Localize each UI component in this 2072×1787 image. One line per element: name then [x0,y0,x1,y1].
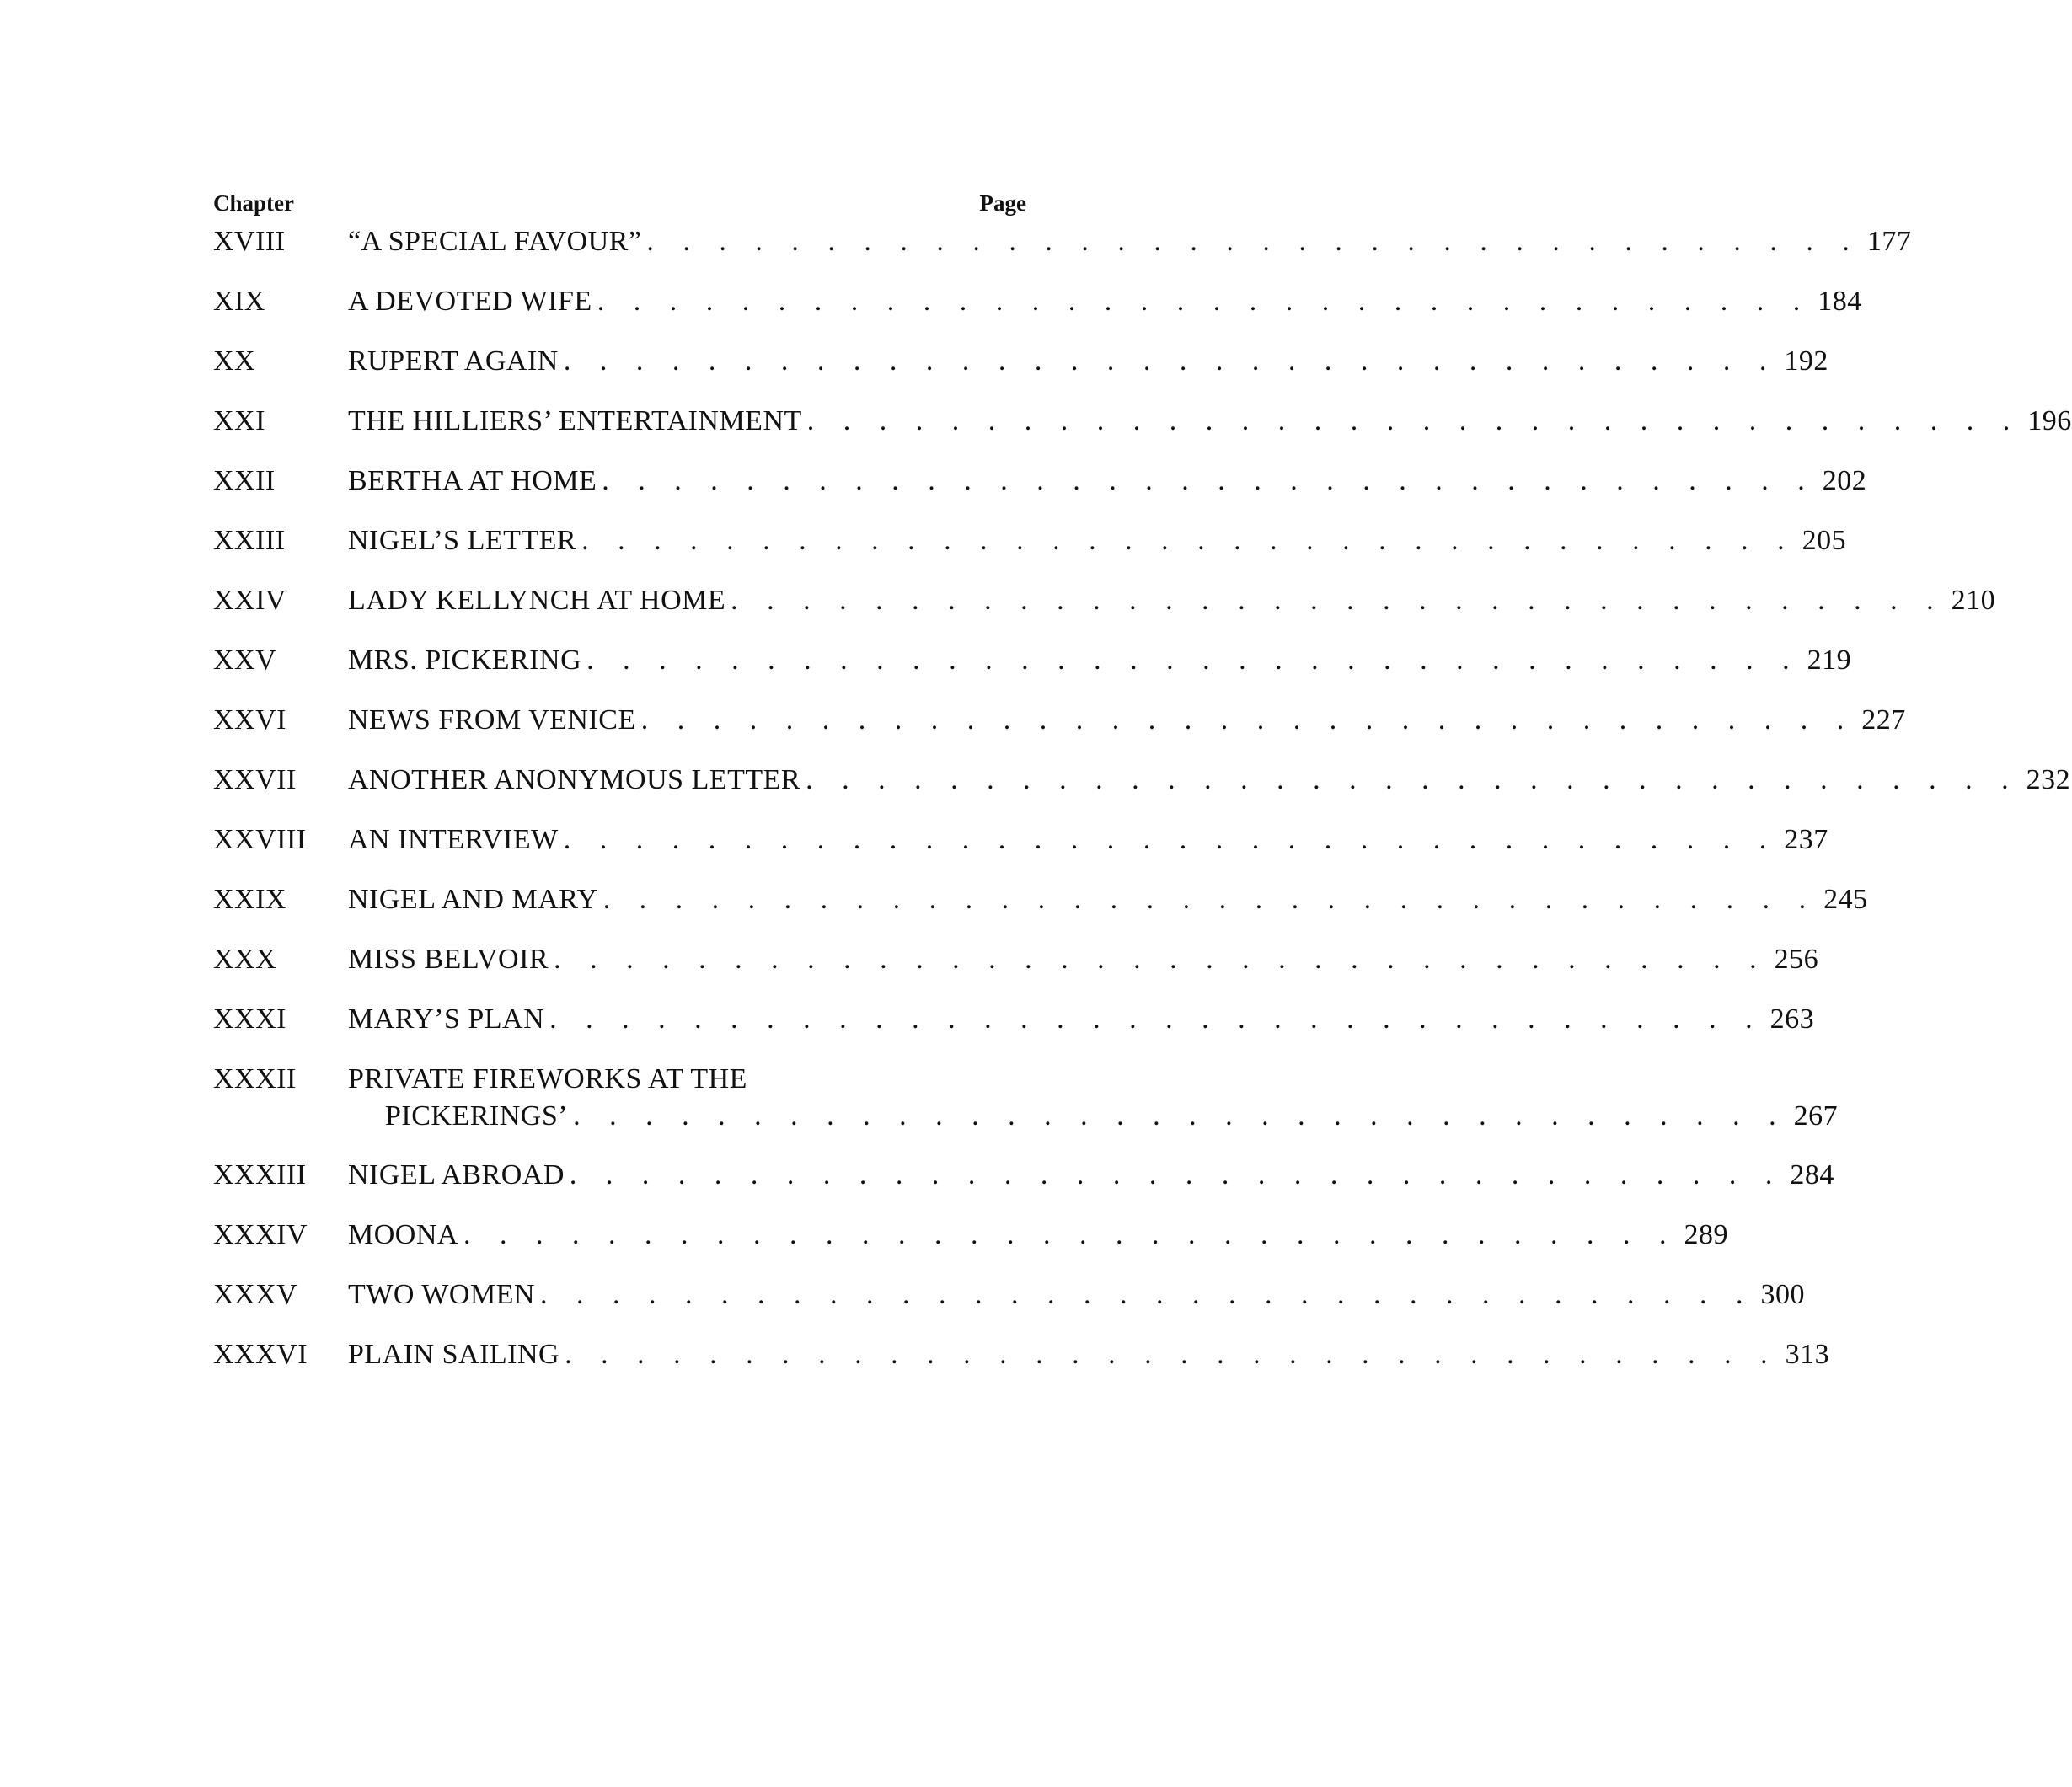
dot-leader: . . . . . . . . . . . . . . . . . . . . . . . . . . . . . . . . . . [569,1159,1784,1190]
chapter-number: XXX [213,944,277,975]
page-number: 219 [1807,645,1852,676]
toc-entry [213,525,1847,586]
page-number: 245 [1823,884,1868,915]
dot-leader: . . . . . . . . . . . . . . . . . . . . . . . . . . . . . . . . . . [563,345,1778,377]
title-line [348,345,1828,377]
page-number: 177 [1866,226,1912,257]
dot-leader: . . . . . . . . . . . . . . . . . . . . . . . . . . . . . . . . . . [806,405,2021,436]
chapter-number: XXVI [213,704,286,736]
dot-leader: . . . . . . . . . . . . . . . . . . . . . . . . . . . . . . . . . . [573,1100,1787,1132]
chapter-title: RUPERT AGAIN [348,345,559,377]
toc-entry [213,345,1828,407]
chapter-number: XXXII [213,1063,297,1094]
title-line [348,1219,1728,1250]
toc-entry [213,1159,1834,1221]
toc-entry [213,824,1828,885]
chapter-number: XXXIII [213,1159,307,1190]
dot-leader: . . . . . . . . . . . . . . . . . . . . . . . . . . . . . . . . . . [540,1279,1754,1310]
dot-leader: . . . . . . . . . . . . . . . . . . . . . . . . . . . . . . . . . . [731,585,1945,616]
chapter-number: XXVII [213,764,297,795]
page-number: 232 [2026,764,2071,795]
chapter-title: NIGEL AND MARY [348,884,598,915]
page-number: 263 [1769,1003,1815,1035]
page-number: 289 [1684,1219,1728,1250]
chapter-title: NEWS FROM VENICE [348,704,636,736]
dot-leader: . . . . . . . . . . . . . . . . . . . . . . . . . . . . . . . . . . [554,944,1768,975]
table-of-contents [213,190,2072,1400]
title-line [348,226,1912,257]
toc-entry [213,645,1852,706]
dot-leader: . . . . . . . . . . . . . . . . . . . . . . . . . . . . . . . . . . [640,704,1855,736]
dot-leader: . . . . . . . . . . . . . . . . . . . . . . . . . . . . . . . . . . [581,525,1796,556]
toc-entry [213,465,1867,527]
chapter-title: MOONA [348,1219,458,1250]
dot-leader: . . . . . . . . . . . . . . . . . . . . . . . . . . . . . . . . . . [463,1219,1678,1250]
chapter-title: PRIVATE FIREWORKS AT THE [348,1063,747,1094]
dot-leader: . . . . . . . . . . . . . . . . . . . . . . . . . . . . . . . . . . [602,884,1818,915]
chapter-number: XXXI [213,1003,286,1035]
title-line [348,884,1868,915]
chapter-number: XXXIV [213,1219,308,1250]
page-number: 205 [1802,525,1847,556]
chapter-number: XXXVI [213,1339,308,1370]
toc-entry [213,1003,1815,1065]
title-line [348,465,1867,496]
chapter-title: ANOTHER ANONYMOUS LETTER [348,764,801,795]
chapter-number: XXVIII [213,824,307,855]
chapter-number: XIX [213,286,265,317]
page-number: 227 [1861,704,1906,736]
toc-entry [213,1279,1805,1340]
chapter-title: TWO WOMEN [348,1279,535,1310]
toc-entry [213,764,2071,826]
toc-entries [213,226,2072,1400]
chapter-title: NIGEL ABROAD [348,1159,565,1190]
page-number: 300 [1760,1279,1805,1310]
toc-entry [213,1219,1728,1281]
chapter-number: XXIX [213,884,286,915]
chapter-number: XXV [213,645,277,676]
dot-leader: . . . . . . . . . . . . . . . . . . . . . . . . . . . . . . . . . . [597,286,1812,317]
toc-entry [213,1339,1830,1400]
dot-leader: . . . . . . . . . . . . . . . . . . . . . . . . . . . . . . . . . . [565,1339,1779,1370]
chapter-title: THE HILLIERS’ ENTERTAINMENT [348,405,802,436]
chapter-column-label: Chapter [213,190,294,216]
title-line [348,286,1862,317]
title-line [348,405,2072,436]
chapter-title: AN INTERVIEW [348,824,559,855]
page-number: 192 [1784,345,1828,377]
chapter-number: XX [213,345,256,377]
chapter-title: “A SPECIAL FAVOUR” [348,226,642,257]
chapter-title: MISS BELVOIR [348,944,549,975]
title-line [348,1339,1830,1370]
chapter-title-continued: PICKERINGS’ [385,1100,569,1132]
chapter-number: XXIII [213,525,286,556]
dot-leader: . . . . . . . . . . . . . . . . . . . . . . . . . . . . . . . . . . [563,824,1778,855]
page-number: 256 [1774,944,1819,975]
chapter-title: MRS. PICKERING [348,645,582,676]
title-line [348,1279,1805,1310]
title-line-continued [385,1100,1839,1132]
title-line [348,525,1847,556]
dot-leader: . . . . . . . . . . . . . . . . . . . . . . . . . . . . . . . . . . [549,1003,1764,1035]
toc-entry [213,1063,1839,1161]
page-number: 313 [1785,1339,1830,1370]
page-number: 196 [2027,405,2072,436]
page-column-label: Page [979,190,1026,216]
dot-leader: . . . . . . . . . . . . . . . . . . . . . . . . . . . . . . . . . . [806,764,2020,795]
chapter-title: NIGEL’S LETTER [348,525,577,556]
dot-leader: . . . . . . . . . . . . . . . . . . . . . . . . . . . . . . . . . . [646,226,1861,257]
chapter-number: XXIV [213,585,286,616]
title-line [348,764,2071,795]
page-number: 284 [1790,1159,1834,1190]
toc-entry [213,405,2072,467]
toc-entry [213,585,1996,646]
toc-entry [213,226,1912,287]
title-line [348,645,1852,676]
title-line [348,944,1819,975]
title-line [348,585,1996,616]
chapter-title: MARY’S PLAN [348,1003,545,1035]
title-line [348,1159,1834,1190]
title-line [348,1003,1815,1035]
chapter-number: XXI [213,405,265,436]
column-header [213,190,1026,227]
chapter-title: BERTHA AT HOME [348,465,597,496]
page-number: 267 [1793,1100,1839,1132]
toc-entry [213,884,1868,945]
chapter-number: XVIII [213,226,286,257]
dot-leader: . . . . . . . . . . . . . . . . . . . . . . . . . . . . . . . . . . [586,645,1801,676]
chapter-title: A DEVOTED WIFE [348,286,592,317]
chapter-title: PLAIN SAILING [348,1339,560,1370]
toc-entry [213,944,1819,1005]
toc-entry [213,286,1862,347]
page-number: 237 [1784,824,1828,855]
dot-leader: . . . . . . . . . . . . . . . . . . . . . . . . . . . . . . . . . . [602,465,1816,496]
title-line [348,824,1828,855]
title-line [348,1065,747,1094]
title-line [348,704,1906,736]
chapter-title: LADY KELLYNCH AT HOME [348,585,726,616]
page-number: 210 [1951,585,1996,616]
chapter-number: XXXV [213,1279,298,1310]
page-number: 184 [1818,286,1862,317]
page-number: 202 [1822,465,1867,496]
chapter-number: XXII [213,465,276,496]
toc-entry [213,704,1906,766]
